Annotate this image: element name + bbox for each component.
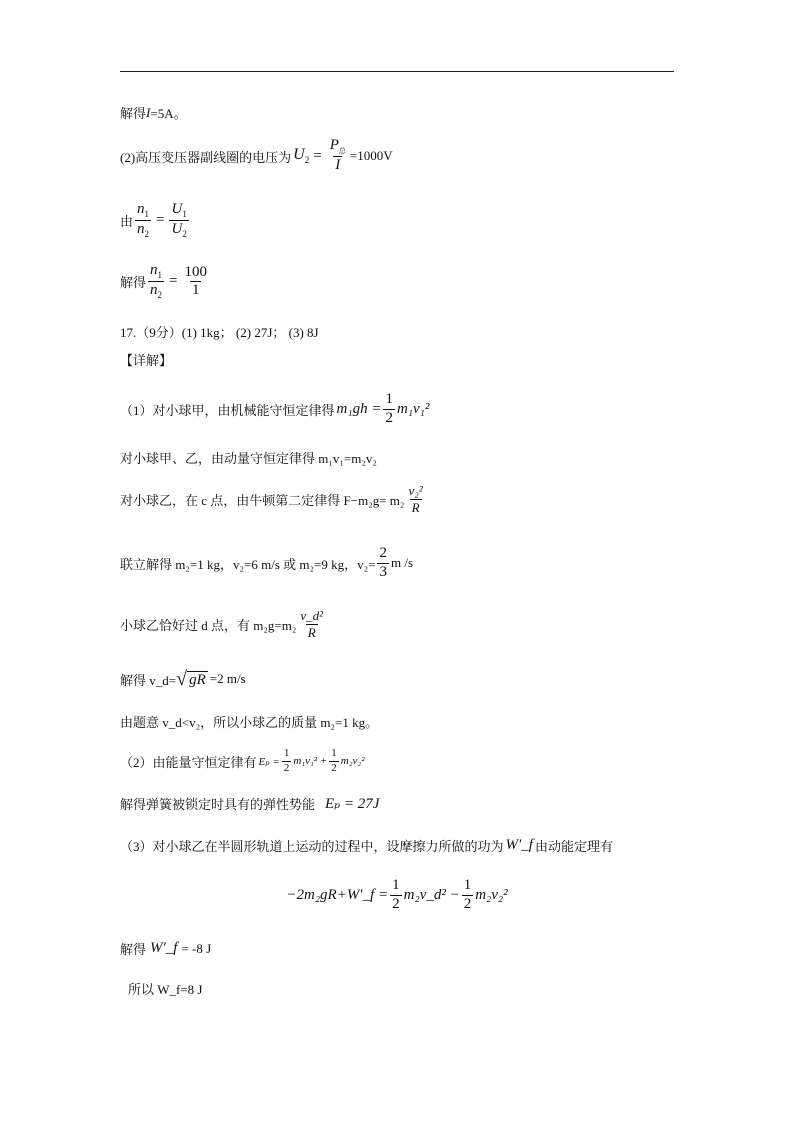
var-p: P <box>329 137 339 153</box>
line-energy-eq <box>120 748 365 774</box>
text: =5A。 <box>150 106 187 121</box>
equals: = <box>169 273 178 290</box>
den: 3 <box>379 563 387 580</box>
den: R <box>307 624 316 640</box>
line-elastic-energy <box>120 794 379 813</box>
expr: m₁gh = <box>336 400 382 417</box>
expr: Eₚ = 27J <box>325 796 380 812</box>
expr: Eₚ = <box>258 755 280 768</box>
sub: 1 <box>182 209 187 219</box>
line-point-d <box>120 609 327 639</box>
expr: W′_f <box>150 940 178 956</box>
var-n: n <box>150 262 158 278</box>
var-n: n <box>137 221 145 238</box>
line-ratio <box>120 202 191 240</box>
num: 1 <box>463 877 472 893</box>
text: 解得 <box>120 275 147 291</box>
text: 联立解得 m₂=1 kg，v₂=6 m/s 或 m₂=9 kg，v₂= <box>120 556 376 572</box>
text: 解得弹簧被锁定时具有的弹性势能 <box>120 797 316 812</box>
expr: −2m₂gR+W′_f = <box>286 886 389 903</box>
fraction-half <box>390 878 402 913</box>
fraction-half <box>462 878 474 913</box>
sub: 2 <box>304 155 310 166</box>
sub: 2 <box>144 229 150 240</box>
num: 1 <box>283 747 290 759</box>
equals: = <box>156 212 165 229</box>
var-n: n <box>137 201 145 217</box>
den: 2 <box>463 895 472 912</box>
expr: m₂v₂² <box>340 755 365 768</box>
sqrt-icon: √ <box>176 668 188 690</box>
line-friction-setup <box>120 836 613 855</box>
expr: m₂v_d² − <box>403 886 460 903</box>
text: （2）由能量守恒定律有 <box>120 754 257 770</box>
text: 对小球甲、乙，由动量守恒定律得 m₁v₁=m₂v₂ <box>120 451 377 466</box>
line-detail-heading <box>120 350 172 369</box>
line-solve-both <box>120 546 413 581</box>
fraction-half <box>383 392 395 427</box>
text: 解得 v_d= <box>120 672 177 688</box>
text: 由动能定理有 <box>534 839 613 854</box>
den: 2 <box>392 895 400 912</box>
num: 1 <box>392 877 400 893</box>
text: 对小球乙，在 c 点，由牛顿第二定律得 F−m₂g= m₂ <box>120 492 405 508</box>
text: 17.（9分）(1) 1kg； (2) 27J； (3) 8J <box>120 325 319 340</box>
line-momentum <box>120 448 377 467</box>
fraction-100 <box>182 265 209 300</box>
line-turns-ratio <box>120 263 211 301</box>
var-u: U <box>293 146 305 164</box>
text: (2)高压变压器副线圈的电压为 <box>120 149 292 165</box>
radicand: gR <box>189 672 206 688</box>
num: 2 <box>379 545 387 561</box>
text: （3）对小球乙在半圆形轨道上运动的过程中，设摩擦力所做的功为 <box>120 839 504 854</box>
den: 2 <box>385 409 393 426</box>
line-work-energy-eq <box>0 878 794 913</box>
line-vd <box>120 669 246 689</box>
header-rule <box>120 71 674 72</box>
line-energy-conservation <box>120 392 429 427</box>
fraction-v2-over-r <box>406 484 424 514</box>
var-i: I <box>146 104 151 120</box>
num: v_d² <box>300 608 324 623</box>
fraction-two-thirds <box>377 546 389 581</box>
den: R <box>411 499 420 515</box>
text: 由题意 v_d<v₂，所以小球乙的质量 m₂=1 kg。 <box>120 715 379 730</box>
expr: m₂v₂² <box>475 886 508 903</box>
fraction-half <box>329 748 339 774</box>
expr: m₁v₁² + <box>293 755 328 768</box>
num: 100 <box>184 263 207 280</box>
text: = -8 J <box>181 940 212 956</box>
var-i: I <box>335 157 341 174</box>
sqrt-expr <box>176 669 208 689</box>
equals: = <box>313 147 322 164</box>
den: 2 <box>283 761 290 774</box>
text: 所以 W_f=8 J <box>128 982 203 997</box>
line-friction-work <box>120 939 211 958</box>
text: 【详解】 <box>120 353 173 368</box>
line-answer-17 <box>120 322 319 341</box>
text: 小球乙恰好过 d 点，有 m₂g=m₂ <box>120 617 297 633</box>
fraction-n <box>135 202 151 240</box>
line-final <box>128 979 203 998</box>
num: 1 <box>385 391 393 407</box>
text: （1）对小球甲，由机械能守恒定律得 <box>120 402 335 418</box>
sub: 1 <box>144 209 150 219</box>
var-u: U <box>171 201 183 217</box>
den: 1 <box>191 282 200 299</box>
sub: 总 <box>338 147 346 155</box>
line-secondary-voltage <box>120 138 393 174</box>
text: m /s <box>390 555 414 571</box>
fraction-vd2-over-r <box>298 609 325 639</box>
text: 由 <box>120 214 134 230</box>
line-solve-current <box>120 103 187 122</box>
sub: 2 <box>157 290 163 301</box>
text: =2 m/s <box>209 671 246 686</box>
var-n: n <box>150 282 158 299</box>
expr: W′_f <box>505 837 533 853</box>
fraction-p-over-i <box>328 138 348 174</box>
num: 1 <box>331 747 337 759</box>
fraction-half <box>282 748 292 774</box>
sub: 2 <box>182 229 187 240</box>
line-mass-conclusion <box>120 712 378 731</box>
sub: 1 <box>157 270 163 280</box>
num: v₂² <box>408 483 423 498</box>
line-newton <box>120 484 427 514</box>
fraction-n <box>148 263 164 301</box>
expr: m₁v₁² <box>396 400 430 417</box>
text: 解得 <box>120 942 147 957</box>
fraction-u <box>169 202 188 240</box>
text: 解得 <box>120 106 147 121</box>
text: =1000V <box>349 148 393 164</box>
den: 2 <box>331 761 337 774</box>
var-u: U <box>171 221 183 238</box>
